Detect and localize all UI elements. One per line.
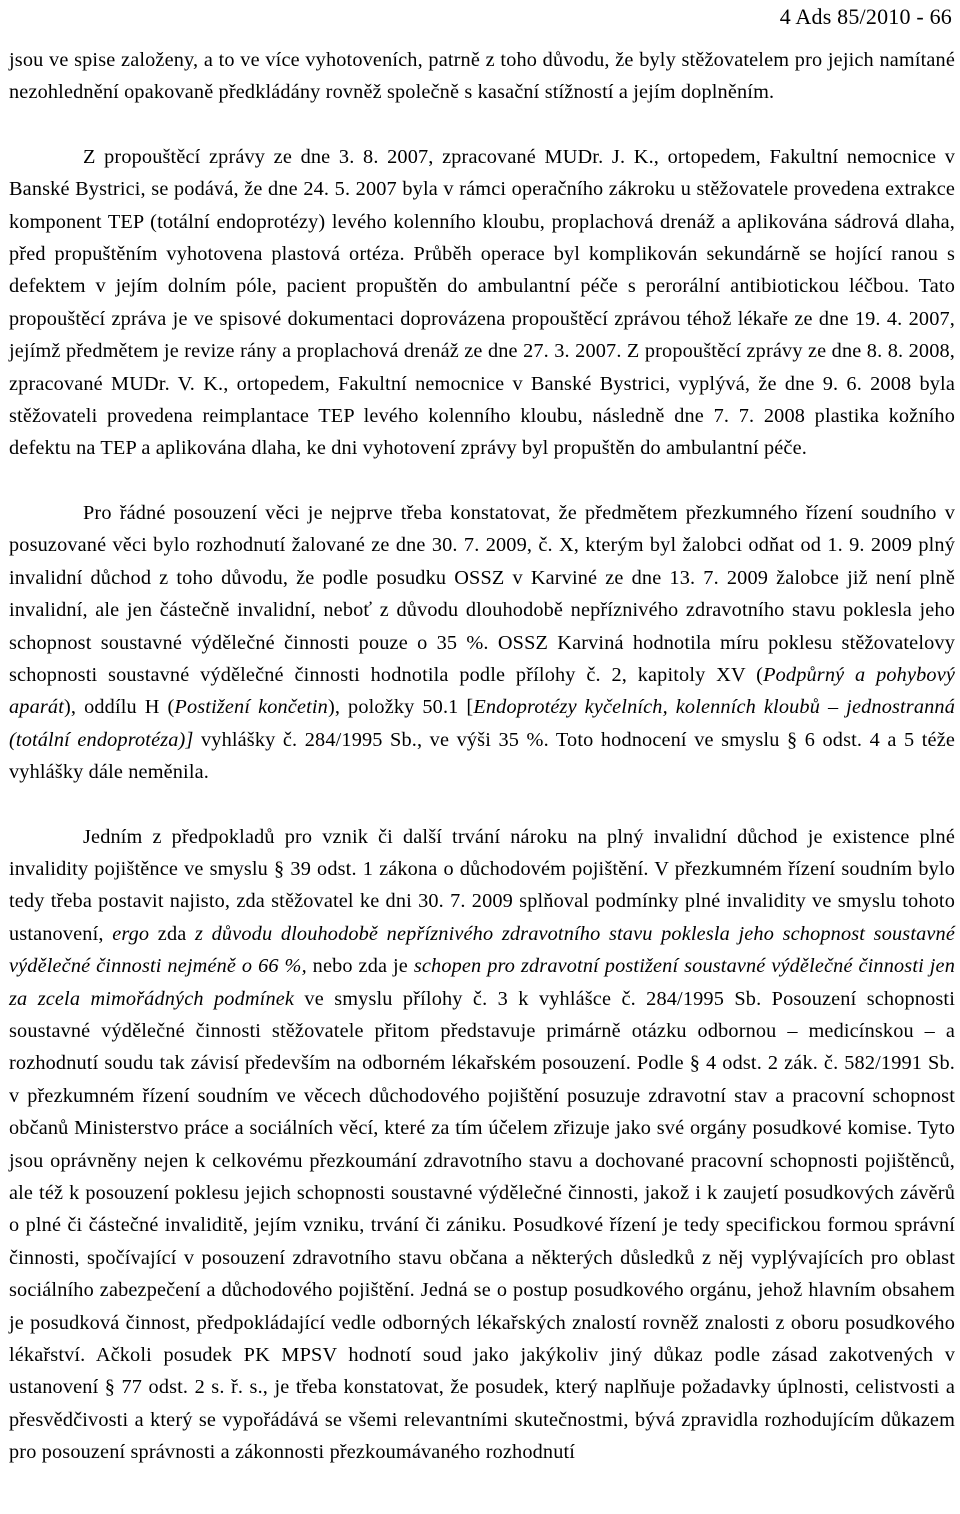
paragraph-4-italic-1: ergo <box>112 922 150 945</box>
paragraph-3 <box>9 497 955 789</box>
paragraph-3-italic-2: Postižení končetin <box>174 696 328 719</box>
paragraph-3-italic-1: Podpůrný a pohybový aparát <box>9 663 955 719</box>
paragraph-3-text-4: vyhlášky č. 284/1995 Sb., ve výši 35 %. Toto hodnocení ve smyslu § 6 odst. 4 a 5 téže vyhlášky dále neměnila. <box>9 728 956 784</box>
paragraph-4-italic-3: schopen pro zdravotní postižení soustavné výdělečné činnosti jen za zcela mimořádných podmínek <box>9 955 955 1010</box>
document-body <box>9 44 955 1469</box>
paragraph-3-text-3: ), položky 50.1 [ <box>327 696 474 719</box>
paragraph-4-italic-2: z důvodu dlouhodobě nepříznivého zdravotního stavu poklesla jeho schopnost soustavné výdělečné činnosti nejméně o 66 %, <box>9 922 955 978</box>
paragraph-4 <box>9 821 955 1469</box>
document-reference: 4 Ads 85/2010 - 66 <box>779 4 952 29</box>
paragraph-1: jsou ve spise založeny, a to ve více vyhotoveních, patrně z toho důvodu, že byly stěžovatelem pro jejich namítané nezohlednění opakovaně předkládány rovněž společně s kasační stížností a jejím doplněním. <box>9 49 955 104</box>
paragraph-3-text-2: ), oddílu H ( <box>64 696 175 719</box>
paragraph-4-text-2: zda <box>149 922 195 945</box>
paragraph-3-italic-3: Endoprotézy kyčelních, kolenních kloubů – jednostranná (totální endoprotéza)] <box>9 696 956 751</box>
paragraph-4-text-3: nebo zda je <box>306 955 414 978</box>
paragraph-4-text-4: ve smyslu přílohy č. 3 k vyhlášce č. 284/1995 Sb. Posouzení schopnosti soustavné výdělečné činnosti stěžovatele přitom představuje primárně otázku odbornou – medicínskou – a rozhodnutí soudu tak závisí především na odborném lékařském posouzení. Podle § 4 odst. 2 zák. č. 582/1991 Sb. v přezkumném řízení soudním ve věcech důchodového pojištění posuzuje zdravotní stav a pracovní schopnost občanů Ministerstvo práce a sociálních věcí, které za tím účelem zřizuje jako své orgány posudkové komise. Tyto jsou oprávněny nejen k celkovému přezkoumání zdravotního stavu a dochované pracovní schopnosti pojištěnců, ale též k posouzení poklesu jejich schopnosti soustavné výdělečné činnosti, jakož i k zaujetí posudkových závěrů o plné či částečné invaliditě, jejím vzniku, trvání či zániku. Posudkové řízení je tedy specifickou formou správní činnosti, spočívající v posouzení zdravotního stavu občana a některých důsledků z něj vyplývajících pro oblast sociálního zabezpečení a důchodového pojištění. Jedná se o postup posudkového orgánu, jehož hlavním obsahem je posudková činnost, předpokládající vedle odborných lékařských znalostí rovněž znalosti z oboru posudkového lékařství. Ačkoli posudek PK MPSV hodnotí soud jako jakýkoliv jiný důkaz podle zásad zakotvených v ustanovení § 77 odst. 2 s. ř. s., je třeba konstatovat, že posudek, který naplňuje požadavky úplnosti, celistvosti a přesvědčivosti a který se vypořádává se všemi relevantními skutečnostmi, bývá zpravidla rozhodujícím důkazem pro posouzení správnosti a zákonnosti přezkoumávaného rozhodnutí <box>9 987 955 1464</box>
paragraph-4-text-1: Jedním z předpokladů pro vznik či další trvání nároku na plný invalidní důchod je existence plné invalidity pojištěnce ve smyslu § 39 odst. 1 zákona o důchodovém pojištění. V přezkumném řízení soudním bylo tedy třeba postavit najisto, zda stěžovatel ke dni 30. 7. 2009 splňoval podmínky plné invalidity ve smyslu tohoto ustanovení, <box>9 825 955 945</box>
paragraph-2: Z propouštěcí zprávy ze dne 3. 8. 2007, zpracované MUDr. J. K., ortopedem, Fakultní nemocnice v Banské Bystrici, se podává, že dne 24. 5. 2007 byla v rámci operačního zákroku u stěžovatele provedena extrakce komponent TEP (totální endoprotézy) levého kolenního kloubu, proplachová drenáž a aplikována sádrová dlaha, před propuštěním vyhotovena plastová ortéza. Průběh operace byl komplikován sekundárně se hojící ranou s defektem v jejím dolním póle, pacient propuštěn do ambulantní péče s perorální antibiotickou léčbou. Tato propouštěcí zpráva je ve spisové dokumentaci doprovázena propouštěcí zprávou téhož lékaře ze dne 19. 4. 2007, jejímž předmětem je revize rány a proplachová drenáž ze dne 27. 3. 2007. Z propouštěcí zprávy ze dne 8. 8. 2008, zpracované MUDr. V. K., ortopedem, Fakultní nemocnice v Banské Bystrici, vyplývá, že dne 9. 6. 2008 byla stěžovateli provedena reimplantace TEP levého kolenního kloubu, následně dne 7. 7. 2008 plastika kožního defektu na TEP a aplikována dlaha, ke dni vyhotovení zprávy byl propuštěn do ambulantní péče. <box>9 145 955 460</box>
paragraph-3-text-1: Pro řádné posouzení věci je nejprve třeba konstatovat, že předmětem přezkumného řízení soudního v posuzované věci bylo rozhodnutí žalované ze dne 30. 7. 2009, č. X, kterým byl žalobci odňat od 1. 9. 2009 plný invalidní důchod z toho důvodu, že podle posudku OSSZ v Karviné ze dne 13. 7. 2009 žalobce již není plně invalidní, ale jen částečně invalidní, neboť z důvodu dlouhodobě nepříznivého zdravotního stavu poklesla jeho schopnost soustavné výdělečné činnosti pouze o 35 %. OSSZ Karviná hodnotila míru poklesu stěžovatelovy schopnosti soustavné výdělečné činnosti hodnotila podle přílohy č. 2, kapitoly XV ( <box>9 501 955 686</box>
